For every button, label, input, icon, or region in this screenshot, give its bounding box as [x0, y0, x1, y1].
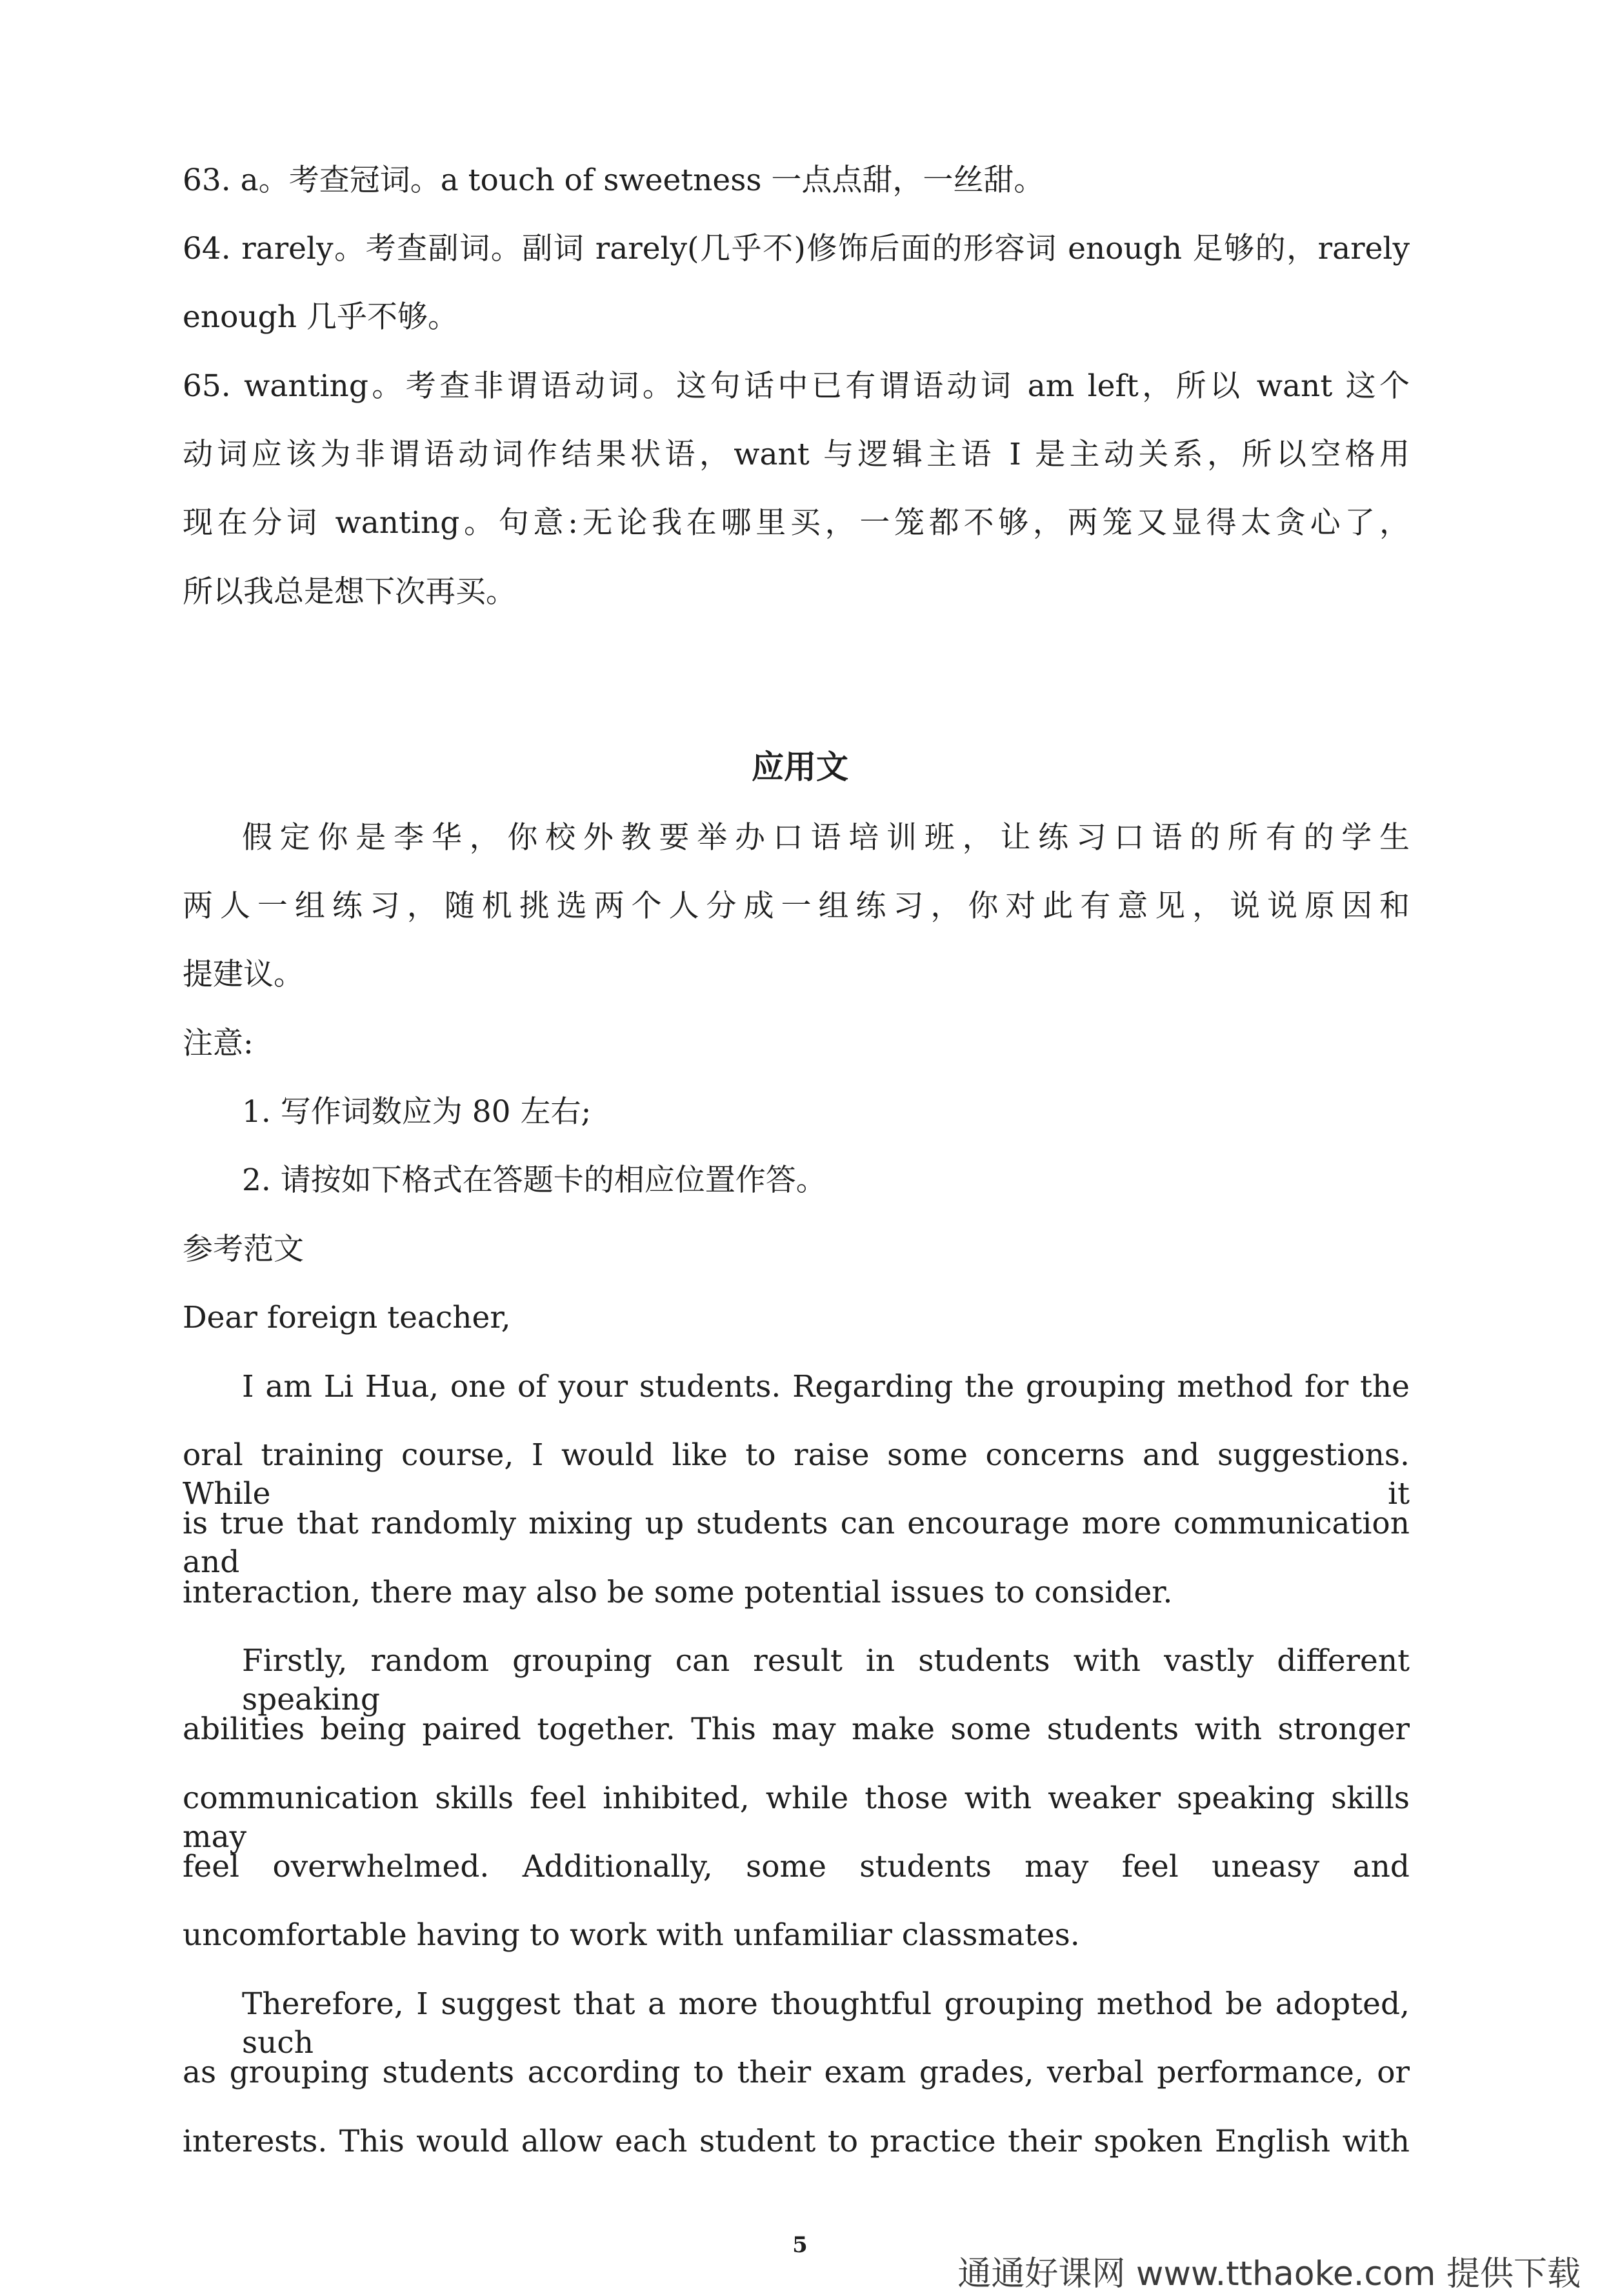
prompt-line-2: 两人一组练习，随机挑选两个人分成一组练习，你对此有意见，说说原因和: [183, 888, 1410, 924]
paragraph-2-line-3: communication skills feel inhibited, while those with weaker speaking skills may: [183, 1781, 1410, 1855]
paragraph-1-line-2: oral training course, I would like to raise some concerns and suggestions. While it: [183, 1437, 1410, 1512]
paragraph-1-line-4: interaction, there may also be some potential issues to consider.: [183, 1575, 1173, 1610]
paragraph-3-line-2: as grouping students according to their exam grades, verbal performance, or: [183, 2055, 1410, 2090]
answer-65-line-4: 所以我总是想下次再买。: [183, 574, 516, 610]
paragraph-1-line-1: I am Li Hua, one of your students. Regarding the grouping method for the: [242, 1369, 1410, 1404]
answer-64-line-2: enough 几乎不够。: [183, 299, 458, 335]
answer-64-line-1: 64. rarely。考查副词。副词 rarely(几乎不)修饰后面的形容词 enough 足够的，rarely: [183, 231, 1410, 266]
paragraph-3-line-3: interests. This would allow each student to practice their spoken English with: [183, 2124, 1410, 2159]
answer-65-line-1: 65. wanting。考查非谓语动词。这句话中已有谓语动词 am left，所以 want 这个: [183, 368, 1410, 404]
notes-label: 注意:: [183, 1026, 254, 1061]
note-2: 2. 请按如下格式在答题卡的相应位置作答。: [242, 1163, 826, 1198]
paragraph-3-line-1: Therefore, I suggest that a more thoughtful grouping method be adopted, such: [242, 1986, 1410, 2061]
answer-63: 63. a。考查冠词。a touch of sweetness 一点点甜，一丝甜。: [183, 163, 1045, 198]
section-heading: 应用文: [752, 748, 848, 786]
letter-greeting: Dear foreign teacher,: [183, 1300, 511, 1335]
watermark-text: 通通好课网 www.tthaoke.com 提供下载: [954, 2246, 1585, 2295]
answer-65-line-2: 动词应该为非谓语动词作结果状语，want 与逻辑主语 I 是主动关系，所以空格用: [183, 437, 1410, 472]
paragraph-2-line-4: feel overwhelmed. Additionally, some students may feel uneasy and: [183, 1849, 1410, 1884]
paragraph-2-line-5: uncomfortable having to work with unfamiliar classmates.: [183, 1917, 1080, 1953]
paragraph-1-line-3: is true that randomly mixing up students can encourage more communication and: [183, 1506, 1410, 1580]
prompt-line-3: 提建议。: [183, 957, 304, 992]
paragraph-2-line-1: Firstly, random grouping can result in students with vastly different speaking: [242, 1643, 1410, 1717]
paragraph-2-line-2: abilities being paired together. This may make some students with stronger: [183, 1712, 1410, 1747]
prompt-line-1: 假定你是李华，你校外教要举办口语培训班，让练习口语的所有的学生: [242, 820, 1410, 855]
page-number: 5: [792, 2232, 808, 2258]
note-1: 1. 写作词数应为 80 左右;: [242, 1094, 592, 1130]
answer-65-line-3: 现在分词 wanting。句意:无论我在哪里买，一笼都不够，两笼又显得太贪心了，: [183, 505, 1410, 541]
sample-essay-label: 参考范文: [183, 1232, 304, 1267]
